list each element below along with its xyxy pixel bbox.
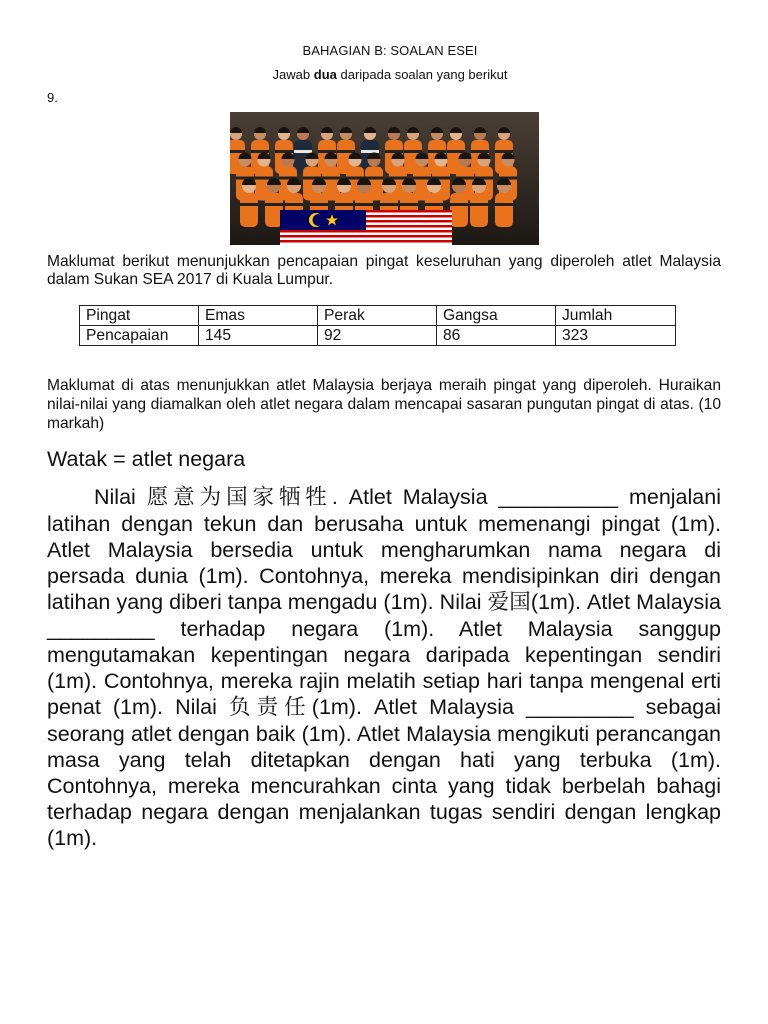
answer-text: Nilai xyxy=(94,485,147,509)
table-cell: 92 xyxy=(318,326,437,346)
jersey-stripe xyxy=(404,150,422,153)
jersey-stripe xyxy=(318,150,336,153)
jersey-stripe xyxy=(428,150,446,153)
jersey-stripe xyxy=(470,203,488,206)
answer-text: (1m). Atlet Malaysia _________ sebagai seorang atlet dengan baik (1m). Atlet Malaysia mengikuti perancangan masa yang telah ditetapkan dengan hati yang terbuka (1m). Contohnya, mereka mencurahkan cinta yang tidak berbelah bahagi terhadap negara dengan menjalankan tugas sendiri dengan lengkap (1m). xyxy=(47,695,721,850)
jersey-stripe xyxy=(337,150,355,153)
person-body xyxy=(240,193,258,227)
table-cell: 86 xyxy=(437,326,556,346)
medal-table xyxy=(79,305,676,346)
instruction-prefix: Jawab xyxy=(272,67,314,82)
jersey-stripe xyxy=(380,203,398,206)
jersey-stripe xyxy=(385,150,403,153)
jersey-stripe xyxy=(355,203,373,206)
answer-text: . Atlet Malaysia __________ menjalani latihan dengan tekun dan berusaha untuk memenangi pingat (1m). Atlet Malaysia bersedia untuk mengharumkan nama negara di persada dunia (1m). Contohnya, mereka mendisipinkan diri dengan latihan yang diberi tanpa mengadu (1m). Nilai xyxy=(47,485,721,614)
answer-chinese-term: 愿意为国家牺牲 xyxy=(146,485,332,510)
table-header-cell: Gangsa xyxy=(437,306,556,326)
answer-chinese-term: 负责任 xyxy=(228,695,312,720)
jersey-stripe xyxy=(230,150,245,153)
jersey-stripe xyxy=(400,203,418,206)
question-number: 9. xyxy=(47,90,58,105)
table-header-row xyxy=(80,306,676,326)
question-paragraph: Maklumat di atas menunjukkan atlet Malaysia berjaya meraih pingat yang diperoleh. Huraikan nilai-nilai yang diamalkan oleh atlet negara dalam mencapai sasaran pungutan pingat di atas. (10 markah) xyxy=(47,377,721,432)
table-row xyxy=(80,326,676,346)
jersey-stripe xyxy=(255,177,273,180)
table-header-cell: Jumlah xyxy=(556,306,676,326)
jersey-stripe xyxy=(495,203,513,206)
jersey-stripe xyxy=(361,150,379,153)
jersey-stripe xyxy=(285,203,303,206)
table-cell: Pencapaian xyxy=(80,326,199,346)
jersey-stripe xyxy=(365,177,383,180)
instruction-bold: dua xyxy=(313,67,337,82)
jersey-stripe xyxy=(447,150,465,153)
jersey-stripe xyxy=(413,177,431,180)
jersey-stripe xyxy=(322,177,340,180)
person-body xyxy=(470,193,488,227)
person-body xyxy=(450,193,468,227)
jersey-stripe xyxy=(425,203,443,206)
jersey-stripe xyxy=(265,203,283,206)
character-heading: Watak = atlet negara xyxy=(47,447,246,471)
section-title: BAHAGIAN B: SOALAN ESEI xyxy=(302,43,478,58)
person-body xyxy=(495,193,513,227)
jersey-stripe xyxy=(450,203,468,206)
jersey-stripe xyxy=(294,150,312,153)
jersey-stripe xyxy=(240,203,258,206)
table-header-cell: Pingat xyxy=(80,306,199,326)
team-photo xyxy=(230,112,539,245)
answer-paragraph xyxy=(47,484,721,851)
info-paragraph: Maklumat berikut menunjukkan pencapaian pingat keseluruhan yang diperoleh atlet Malaysia dalam Sukan SEA 2017 di Kuala Lumpur. xyxy=(47,253,721,288)
answer-chinese-term: 爱国 xyxy=(487,590,531,615)
jersey-stripe xyxy=(275,150,293,153)
jersey-stripe xyxy=(251,150,269,153)
table-header-cell: Perak xyxy=(318,306,437,326)
table-cell: 145 xyxy=(199,326,318,346)
instruction-suffix: daripada soalan yang berikut xyxy=(336,67,508,82)
instruction-line xyxy=(0,67,768,82)
jersey-stripe xyxy=(310,203,328,206)
jersey-stripe xyxy=(471,150,489,153)
answer-text: (1m). Atlet Malaysia _________ terhadap negara (1m). Atlet Malaysia sanggup mengutamakan kepentingan negara daripada kepentingan sendiri (1m). Contohnya, mereka rajin melatih setiap hari tanpa mengenal erti penat (1m). Nilai xyxy=(47,590,721,719)
team-photo-malaysia-flag-icon xyxy=(230,112,539,245)
table-header-cell: Emas xyxy=(199,306,318,326)
jersey-stripe xyxy=(495,150,513,153)
table-cell: 323 xyxy=(556,326,676,346)
jersey-stripe xyxy=(335,203,353,206)
